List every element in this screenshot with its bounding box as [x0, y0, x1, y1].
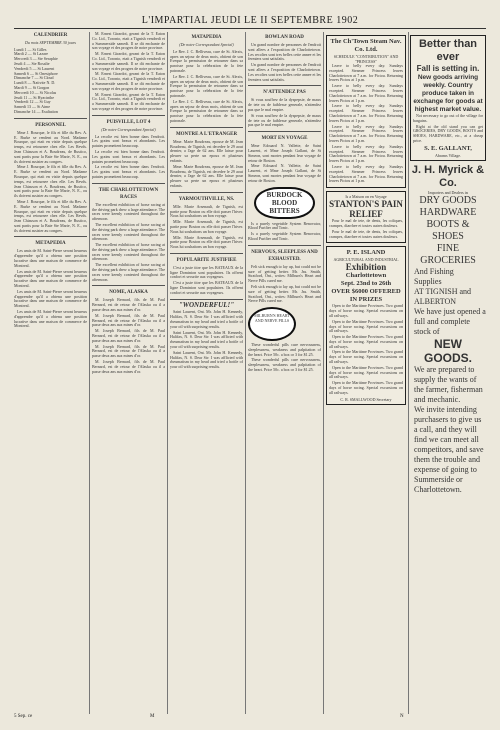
invite: We invite intending purchasers to give us a call, and they will find we can meet all competitors, and save them the trouble and expense of going to Summerside or Charlottetown. [414, 404, 484, 494]
steam-nav-title: The Ch'Town Steam Nav. Co. Ltd. [330, 38, 402, 53]
divider [170, 299, 243, 300]
mort-text: Mme Edouard N. Vallette, de Saint Laurent, et Mme Joseph Gallant, de St Simeon, sont mortes pendant leur voyage de retour de Boston. [248, 143, 321, 163]
wonderful-heading: "WONDERFUL!" [178, 300, 235, 309]
charlottetown-races-heading: THE CHARLOTTETOWN RACES [98, 187, 159, 200]
puisville-text: La recolte est bien bonne dans l'endroit. Les grains sont beaux et abondants. Les patates promettent beaucoup. [92, 133, 165, 149]
attendez-text: Si vous souffrez de la dyspepsie, de maux de tete ou de faiblesse generale, n'attendez pas que le mal empire. [248, 97, 321, 112]
supplies: Supplies [414, 276, 442, 286]
steam-nav-text: Leave to belly every day. Sundays excepted. Steamer Princess leaves Charlottetown at 7 a.m. for Pictou. Returning leaves Pictou at 1 p.m. [329, 83, 403, 103]
calendar-row: Mardi 9 — St Gorgon [14, 84, 50, 90]
boots-shoes: BOOTS & SHOES [426, 218, 470, 242]
exhibition-text: Open to the Maritime Provinces. Two grand days of horse racing. Special excursions on all railways. [329, 380, 403, 395]
gallant-ad [410, 35, 486, 161]
exhibition-contact: C. R. SMALLWOOD Secretary [340, 396, 392, 402]
exhibition-ad [326, 246, 406, 404]
column-5 [326, 32, 406, 714]
divider [248, 245, 321, 246]
nome-text: M. Joseph Bernard, fils de M. Paul Bernard, est de retour de l'Alaska ou il a passe deux ans aux mines d'or. [92, 328, 165, 343]
calendar-row: Mercredi 10 — St Nicolas [14, 89, 57, 95]
footer-date: 5 Sep. ce [14, 714, 33, 719]
exhibition-province: P. E. ISLAND [346, 249, 386, 257]
alberton: ALBERTON [414, 296, 457, 306]
calendar-row: Lundi 8 — Nativite N. D. [14, 80, 56, 86]
mort-text: Mme Edouard N. Vallette, de Saint Laurent, et Mme Joseph Gallant, de St Simeon, sont mortes pendant leur voyage de retour de Boston. [248, 163, 321, 183]
steam-nav-ad [326, 35, 406, 188]
milburn-logo-title: MILBURN'S HEART AND NERVE PILLS [254, 313, 290, 324]
montre-heading: MONTRE A L'ETRANGER [175, 131, 238, 137]
matapedia-text: Le Rev. J. C. Belliveau, cure de St. Alexis, apres un sejour de deux mois, obtient de son Eveque la permission de retourner dans sa paroisse pour la celebration de la fete patronale. [170, 73, 243, 98]
calendar-title: CALENDRIER [33, 33, 68, 38]
fall-setting: Fall is setting in. [416, 64, 480, 73]
pain-relief-title: STANTON'S PAIN RELIEF [329, 199, 403, 220]
masthead: L'IMPARTIAL JEUDI LE II SEPTEMBRE 1902 [14, 14, 486, 29]
steam-nav-subtitle: SCHEDULE "CONTRIBUTION" AND "PRINCESS" [333, 54, 399, 64]
races-text: The excellent exhibition of horse racing at the driving park drew a large attendance. The races were keenly contested throughout the afternoon. [92, 201, 165, 222]
article-text: M. Ernest Girardot, gerant de la T. Eaton Co. Ltd., Toronto, etait a Tignish vendredi et a Summerside samedi. Il se dit enchante de son voyage et des progres de notre province. [92, 32, 165, 51]
exhibition-title: Exhibition [345, 262, 387, 273]
exhibition-text: Open to the Maritime Provinces. Two grand days of horse racing. Special excursions on all railways. [329, 364, 403, 380]
groceries: GROCERIES [420, 254, 476, 266]
exhibition-text: Open to the Maritime Provinces. Two grand days of horse racing. Special excursions on all railways. [329, 349, 403, 365]
divider [14, 118, 87, 119]
divider [170, 192, 243, 193]
new-goods: New goods arriving weekly. Country produce taken in exchange for goods at highest market value. [413, 74, 483, 113]
exhibition-text: Open to the Maritime Provinces. Two grand days of horse racing. Special excursions on all railways. [329, 303, 403, 318]
puisville-text: La recolte est bien bonne dans l'endroit. Les grains sont beaux et abondants. Les patates promettent beaucoup. [92, 148, 165, 164]
yarmouth-text: Mlle. Marie Arsenault, de Tignish, est partie pour Boston ou elle doit passer l'hiver. Nous lui souhaitons un bon voyage. [170, 219, 243, 234]
exhibition-text: Open to the Maritime Provinces. Two grand days of horse racing. Special excursions on all railways. [329, 334, 403, 349]
calendar-row: Lundi 1 — St Gilles [14, 46, 47, 52]
opened: We have just opened a full and complete stock of [414, 306, 486, 336]
mort-heading: MORT EN VOYAGE [261, 136, 308, 142]
calendar-row: Dimanche 14 — Exaltation [14, 108, 58, 114]
races-text: The excellent exhibition of horse racing at the driving park drew a large attendance. The races were keenly contested throughout the afternoon. [92, 262, 165, 282]
divider [14, 236, 87, 237]
attendez-text: Si vous souffrez de la dyspepsie, de maux de tete ou de faiblesse generale, n'attendez pas que le mal empire. [248, 112, 321, 128]
gallant-location: Abrams Village. [434, 152, 462, 158]
races-text: The excellent exhibition of horse racing at the driving park drew a large attendance. The races were keenly contested throughout the afternoon. [92, 221, 165, 242]
divider [248, 85, 321, 86]
puisville-subheading: (De notre Correspondant Special) [101, 126, 156, 132]
column-3 [170, 32, 243, 714]
races-text: The excellent exhibition of horse racing at the driving park drew a large attendance. The races were keenly contested throughout the afternoon. [92, 242, 165, 262]
calendar-row: Mercredi 3 — Ste Seraphie [14, 56, 58, 62]
popularite-text: C'est a juste titre que les BATEAUX de la ligne Dominion sont populaires. Ils offrent confort et securite aux voyageurs. [170, 264, 243, 280]
metapedia-text: Les amis de M. Saint-Pierre seront heureux d'apprendre qu'il a obtenu une position lucrative dans une maison de commerce de Montreal. [14, 309, 87, 329]
nome-text: M. Joseph Bernard, fils de M. Paul Bernard, est de retour de l'Alaska ou il a passe deux ans aux mines d'or. [92, 297, 165, 313]
column-1 [14, 32, 87, 714]
article-text: M. Ernest Girardot, gerant de la T. Eaton Co. Ltd., Toronto, etait a Tignish vendredi et a Summerside samedi. Il se dit enchante de son voyage et des progres de notre province. [92, 91, 165, 111]
column-2 [92, 32, 165, 714]
exhibition-dates: Sept. 23nd to 26th [340, 280, 392, 288]
nome-text: M. Joseph Bernard, fils de M. Paul Bernard, est de retour de l'Alaska ou il a passe deux ans aux mines d'or. [92, 343, 165, 359]
ad-note: Not necessary to go out of the village for bargains. [413, 113, 483, 123]
steam-nav-text: Leave to belly every day. Sundays excepted. Steamer Princess leaves Charlottetown at 7 a.m. for Pictou. Returning leaves Pictou at 1 p.m. [329, 63, 403, 83]
matapedia-text: Le Rev. J. C. Belliveau, cure de St. Alexis, apres un sejour de deux mois, obtient de son Eveque la permission de retourner dans sa paroisse pour la celebration de la fete patronale. [170, 48, 243, 73]
exhibition-subtitle: AGRICULTURAL AND INDUSTRIAL [333, 257, 399, 263]
calendar-list [14, 48, 87, 115]
yarmouth-heading: YARMOUTHVILLE, NS. [178, 196, 235, 202]
nome-heading: NOME, ALASKA [109, 290, 148, 296]
divider [92, 285, 165, 286]
steam-nav-text: Leave to belly every day. Sundays excepted. Steamer Princess leaves Charlottetown at 7 a.m. for Pictou. Returning leaves Pictou at 1 p.m. [329, 143, 403, 164]
puisville-text: La recolte est bien bonne dans l'endroit. Les grains sont beaux et abondants. Les patates promettent beaucoup. [92, 164, 165, 179]
calendar-row: Samedi 6 — St Onesiphore [14, 70, 58, 76]
calendar-subtitle: Du mois SEPTEMBRE 30 jours [25, 39, 76, 45]
wonderful-text: Saint Laurent, Ont. Mr. John H. Kennedy, Halifax, N. S. Dear Sir: I was afflicted with rheumatism in my head and tried a bottle of your oil with surprising results. [170, 329, 243, 350]
montre-text: Mme. Marie Boudreau, epouse de M. Jean Boudreau, de Tignish, est decedee le 29 aout dernier, a l'age de 62 ans. Elle laisse pour pleurer sa perte un epoux et plusieurs enfants. [170, 138, 243, 163]
matapedia-heading: MATAPEDIA [191, 35, 222, 40]
nervous-heading: NERVOUS, SLEEPLESS AND EXHAUSTED. [251, 249, 318, 262]
milburn-text: These wonderful pills cure nervousness, sleeplessness, weakness and palpitation of the heart. Price 50c. a box or 3 for $1.25. [248, 357, 321, 373]
burdock-ad-logo: BURDOCK BLOOD BITTERS [254, 187, 315, 219]
personnel-heading: PERSONNEL [35, 122, 66, 128]
nome-text: M. Joseph Bernard, fils de M. Paul Bernard, est de retour de l'Alaska ou il a passe deux ans aux mines d'or. [92, 312, 165, 328]
burdock-text: Is a purely vegetable System Renovator, Blood Purifier and Tonic. [248, 220, 321, 231]
ad-right: Right at the old stand you can get GROCERIES, DRY GOODS, BOOTS and SHOES, HARDWARE, etc., at a cheap price. [413, 123, 483, 143]
steam-nav-text: Leave to belly every day. Sundays excepted. Steamer Princess leaves Charlottetown at 7 a.m. for Pictou. Returning leaves Pictou at 1 p.m. [329, 163, 403, 184]
divider [170, 127, 243, 128]
nervous-text: Felt sick enough to lay up, but could not be sure of getting better. Mr. Jas. Smith, Stratford, Ont., writes: Milburn's Heart and Nerve Pills cured me. [248, 283, 321, 304]
hardware: HARDWARE [419, 206, 477, 218]
bowlan-text: Un grand nombre de personnes de l'endroit sont allees a l'exposition de Charlottetown. Les recoltes sont tres belles cette annee et les fermiers sont satisfaits. [248, 42, 321, 62]
dry-goods: DRY GOODS [419, 194, 477, 206]
column-rule [89, 32, 90, 714]
tignish: AT TIGNISH and [414, 286, 472, 296]
fishing: And Fishing [414, 266, 454, 276]
metapedia-text: Les amis de M. Saint-Pierre seront heureux d'apprendre qu'il a obtenu une position lucrative dans une maison de commerce de Montreal. [14, 248, 87, 268]
exhibition-prizes: OVER $6000 OFFERED IN PRIZES [331, 288, 401, 304]
milburn-ad-logo [248, 307, 296, 341]
metapedia-text: Les amis de M. Saint-Pierre seront heureux d'apprendre qu'il a obtenu une position lucrative dans une maison de commerce de Montreal. [14, 268, 87, 289]
bowlan-heading: BOWLAN ROAD [265, 35, 304, 40]
steam-nav-text: Leave to belly every day. Sundays excepted. Steamer Princess leaves Charlottetown at 7 a.m. for Pictou. Returning leaves Pictou at 1 p.m. [329, 123, 403, 143]
article-text: M. Ernest Girardot, gerant de la T. Eaton Co. Ltd., Toronto, etait a Tignish vendredi et a Summerside samedi. Il se dit enchante de son voyage et des progres de notre province. [92, 71, 165, 91]
pain-relief-text: Pour le mal de tete, de dents, les coliques, crampes, diarrhee et toutes autres douleurs. [329, 218, 403, 228]
new-goods-heading: NEW GOODS. [423, 336, 472, 365]
footer-mark: N [400, 714, 404, 719]
prepared: We are prepared to supply the wants of the farmer, fisherman and mechanic. [414, 364, 483, 404]
attendez-heading: N'ATTENDEZ PAS [263, 90, 306, 96]
wonderful-text: Saint Laurent, Ont. Mr. John H. Kennedy, Halifax, N. S. Dear Sir: I was afflicted with rheumatism in my head and tried a bottle of your oil with surprising results. [170, 309, 243, 329]
calendar-row: Dimanche 7 — St Cloud [14, 75, 54, 81]
nome-text: M. Joseph Bernard, fils de M. Paul Bernard, est de retour de l'Alaska ou il a passe deux ans aux mines d'or. [92, 359, 165, 374]
myrick-name: J. H. Myrick & Co. [411, 163, 485, 189]
wonderful-text: Saint Laurent, Ont. Mr. John H. Kennedy, Halifax, N. S. Dear Sir: I was afflicted with rheumatism in my head and tried a bottle of your oil with surprising results. [170, 349, 243, 370]
pain-relief-text: Pour le mal de tete, de dents, les coliques, crampes, diarrhee et toutes autres douleurs. [329, 228, 403, 239]
popularite-text: C'est a juste titre que les BATEAUX de la ligne Dominion sont populaires. Ils offrent confort et securite aux voyageurs. [170, 280, 243, 295]
montre-text: Mme. Marie Boudreau, epouse de M. Jean Boudreau, de Tignish, est decedee le 29 aout dernier, a l'age de 62 ans. Elle laisse pour pleurer sa perte un epoux et plusieurs enfants. [170, 163, 243, 188]
calendar-row: Jeudi 4 — Ste Rosalie [14, 60, 50, 66]
exhibition-location: Charlottetown [345, 272, 387, 280]
calendar-row: Vendredi 12 — St Guy [14, 99, 51, 105]
divider [92, 183, 165, 184]
puisville-heading: PUISVILLE, LOT 4 [106, 119, 151, 125]
calendar-row: Mardi 2 — St Lazare [14, 51, 48, 57]
calendar-row: Jeudi 11 — St Hyacinthe [14, 94, 55, 100]
column-rule [167, 32, 168, 714]
divider [248, 131, 321, 132]
article-text: M. Ernest Girardot, gerant de la T. Eaton Co. Ltd., Toronto, etait a Tignish vendredi et a Summerside samedi. Il se dit enchante de son voyage et des progres de notre province. [92, 51, 165, 71]
column-rule [245, 32, 246, 714]
column-4 [248, 32, 321, 714]
importers: Importers and Dealers in [428, 189, 468, 195]
steam-nav-text: Leave to belly every day. Sundays excepted. Steamer Princess leaves Charlottetown at 7 a.m. for Pictou. Returning leaves Pictou at 1 p.m. [329, 103, 403, 123]
gallant-name: S. E. GALLANT, [424, 144, 472, 152]
matapedia-subheading: (De notre Correspondant Special) [179, 42, 234, 47]
matapedia-text: Le Rev. J. C. Belliveau, cure de St. Alexis, apres un sejour de deux mois, obtient de son Eveque la permission de retourner dans sa paroisse pour la celebration de la fete patronale. [170, 98, 243, 123]
exhibition-text: Open to the Maritime Provinces. Two grand days of horse racing. Special excursions on all railways. [329, 318, 403, 334]
milburn-text: These wonderful pills cure nervousness, sleeplessness, weakness and palpitation of the heart. Price 50c. a box or 3 for $1.25. [248, 342, 321, 357]
metapedia-text: Les amis de M. Saint-Pierre seront heureux d'apprendre qu'il a obtenu une position lucrative dans une maison de commerce de Montreal. [14, 288, 87, 309]
calendar-row: Samedi 13 — St Aime [14, 104, 50, 110]
nervous-text: Felt sick enough to lay up, but could not be sure of getting better. Mr. Jas. Smith, Stratford, Ont., writes: Milburn's Heart and Nerve Pills cured me. [248, 263, 321, 284]
popularite-heading: POPULARITE JUSTIFIEE [176, 257, 237, 263]
pain-relief-ad [326, 191, 406, 243]
fine: FINE [436, 242, 460, 254]
personnel-text: Mme J. Bourque, le fils et fille du Rev. A. E. Burke se rendent au Nord. Madame Bourque, qui etait en visite depuis quelque temps, est retournee chez elle. Les Revds. Jean Chiasson et A. Boudreau, de Rustico, sont partis pour la Baie Ste Marie, N. E., ou ils doivent assister au congres. [14, 164, 87, 199]
metapedia-heading: METAPEDIA [35, 241, 66, 247]
personnel-text: Mme J. Bourque, le fils et fille du Rev. A. E. Burke se rendent au Nord. Madame Bourque, qui etait en visite depuis quelque temps, est retournee chez elle. Les Revds. Jean Chiasson et A. Boudreau, de Rustico, sont partis pour la Baie Ste Marie, N. E., ou ils doivent assister au congres. [14, 129, 87, 164]
footer-mark: M [150, 714, 155, 719]
yarmouth-text: Mlle. Marie Arsenault, de Tignish, est partie pour Boston ou elle doit passer l'hiver. Nous lui souhaitons un bon voyage. [170, 203, 243, 219]
divider [170, 253, 243, 254]
better-than-ever: Better than ever [418, 38, 478, 63]
pain-relief-top: Is a Maison on en Voyage [345, 194, 387, 200]
calendar-row: Vendredi 5 — St Laurent [14, 65, 55, 71]
bowlan-text: Un grand nombre de personnes de l'endroit sont allees a l'exposition de Charlottetown. Les recoltes sont tres belles cette annee et les fermiers sont satisfaits. [248, 62, 321, 82]
column-rule [323, 32, 324, 714]
personnel-text: Mme J. Bourque, le fils et fille du Rev. A. E. Burke se rendent au Nord. Madame Bourque, qui etait en visite depuis quelque temps, est retournee chez elle. Les Revds. Jean Chiasson et A. Boudreau, de Rustico, sont partis pour la Baie Ste Marie, N. E., ou ils doivent assister au congres. [14, 198, 87, 233]
burdock-text: Is a purely vegetable System Renovator, Blood Purifier and Tonic. [248, 231, 321, 241]
column-rule [408, 32, 409, 714]
divider [92, 115, 165, 116]
yarmouth-text: Mlle. Marie Arsenault, de Tignish, est partie pour Boston ou elle doit passer l'hiver. Nous lui souhaitons un bon voyage. [170, 234, 243, 250]
column-6 [410, 32, 486, 714]
